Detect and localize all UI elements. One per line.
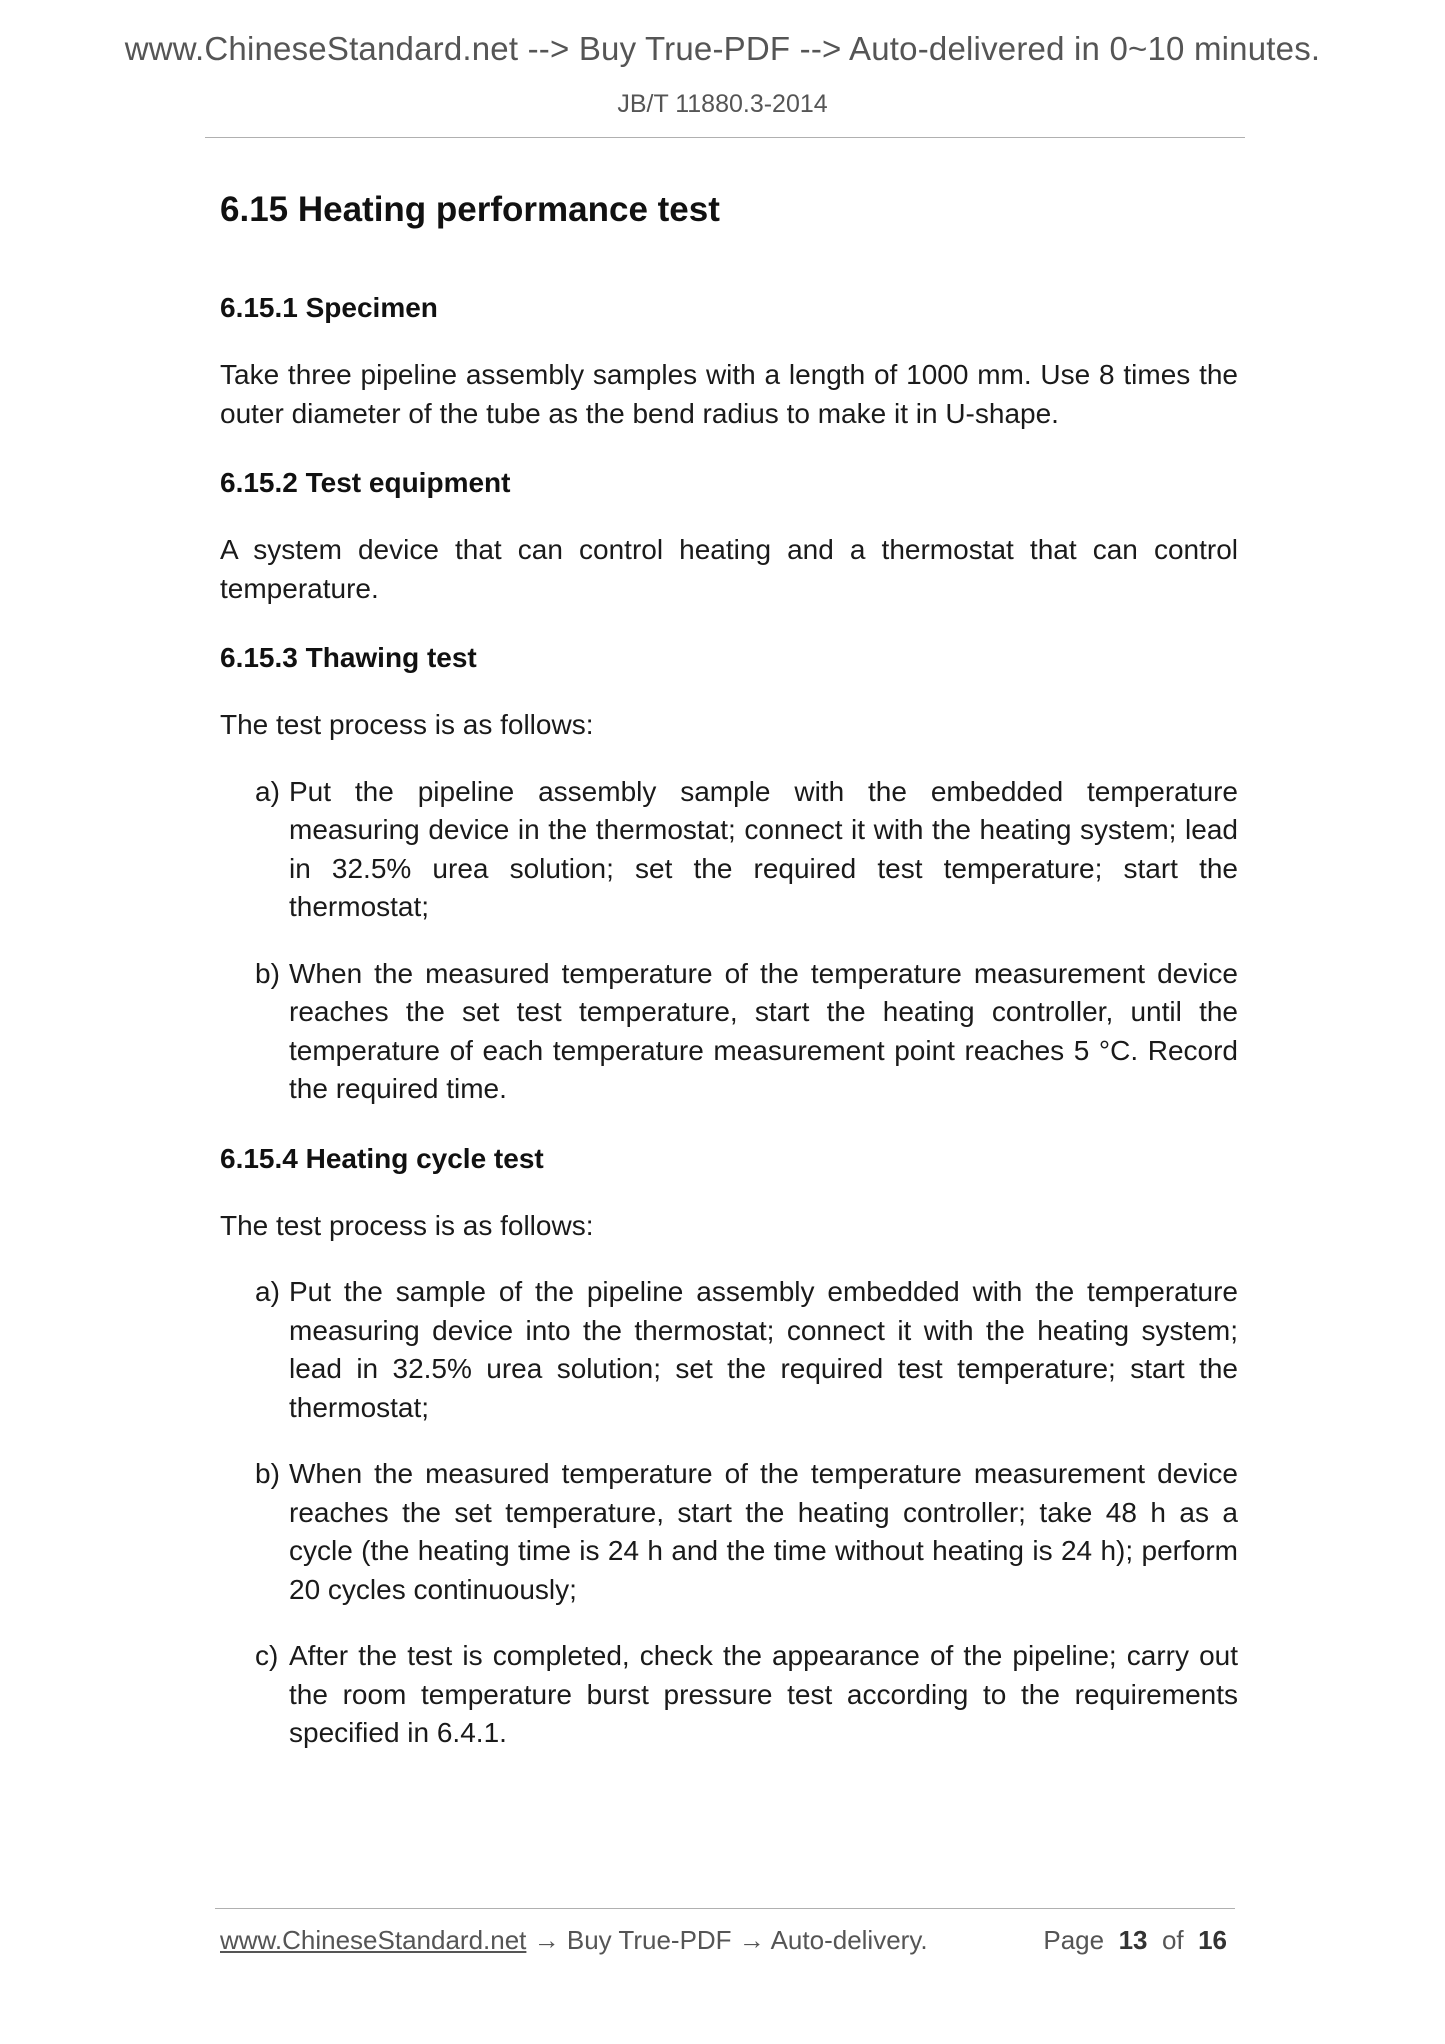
of-word: of [1161, 1925, 1184, 1955]
thawing-intro: The test process is as follows: [220, 709, 594, 740]
list-item [255, 1455, 1238, 1609]
list-item-label: a) [255, 775, 280, 807]
header-banner: www.ChineseStandard.net --> Buy True-PDF --> Auto-delivered in 0~10 minutes. [124, 30, 1321, 67]
list-item-label: b) [255, 957, 280, 989]
page-word: Page [1043, 1925, 1105, 1955]
list-item-label: c) [255, 1640, 279, 1671]
footer-delivery-text: Auto-delivery. [770, 1925, 928, 1955]
specimen-heading: 6.15.1 Specimen [220, 292, 438, 323]
arrow-right-icon: → [731, 1925, 771, 1955]
list-item-text: Put the sample of the pipeline assembly embedded with the temperature measuring device into the thermostat; connect it with the heating system; lead in 32.5% urea solution; set the required test temperature; start the thermostat; [289, 1276, 1238, 1423]
footer-site-link[interactable]: www.ChineseStandard.net [220, 1925, 527, 1955]
header-divider [205, 137, 1245, 138]
footer-buy-text: Buy True-PDF [566, 1925, 732, 1955]
list-item [255, 773, 1238, 927]
list-item-text: When the measured temperature of the temperature measurement device reaches the set test temperature, start the heating controller, until the temperature of each temperature measurement point reaches 5 °C. Record the required time. [289, 957, 1238, 1104]
footer-links [220, 1925, 928, 1956]
specimen-text: Take three pipeline assembly samples with a length of 1000 mm. Use 8 times the outer diameter of the tube as the bend radius to make it in U-shape. [220, 359, 1238, 429]
cycle-heading: 6.15.4 Heating cycle test [220, 1142, 544, 1174]
footer-divider [215, 1908, 1235, 1909]
list-item [255, 955, 1238, 1109]
page-number [1043, 1925, 1227, 1956]
equipment-heading: 6.15.2 Test equipment [220, 467, 511, 498]
arrow-right-icon: → [526, 1925, 567, 1955]
list-item [255, 1637, 1238, 1753]
list-item-label: b) [255, 1458, 280, 1489]
cycle-steps [220, 1273, 1238, 1753]
page-current: 13 [1118, 1925, 1148, 1955]
equipment-text: A system device that can control heating and a thermostat that can control temperature. [220, 534, 1238, 604]
document-id: JB/T 11880.3-2014 [617, 90, 828, 118]
cycle-intro: The test process is as follows: [220, 1209, 594, 1241]
list-item-label: a) [255, 1276, 280, 1307]
list-item-text: When the measured temperature of the temperature measurement device reaches the set temperature, start the heating controller; take 48 h as a cycle (the heating time is 24 h and the time without heating is 24 h); perform 20 cycles continuously; [289, 1458, 1238, 1605]
section-title: 6.15 Heating performance test [220, 190, 720, 229]
list-item-text: Put the pipeline assembly sample with the embedded temperature measuring device in the thermostat; connect it with the heating system; lead in 32.5% urea solution; set the required test temperature; start the thermostat; [289, 775, 1238, 922]
thawing-steps [220, 773, 1238, 1109]
list-item [255, 1273, 1238, 1427]
thawing-heading: 6.15.3 Thawing test [220, 642, 477, 673]
list-item-text: After the test is completed, check the appearance of the pipeline; carry out the room temperature burst pressure test according to the requirements specified in 6.4.1. [289, 1640, 1238, 1748]
page-total: 16 [1198, 1925, 1227, 1955]
page-content [220, 182, 1238, 1781]
